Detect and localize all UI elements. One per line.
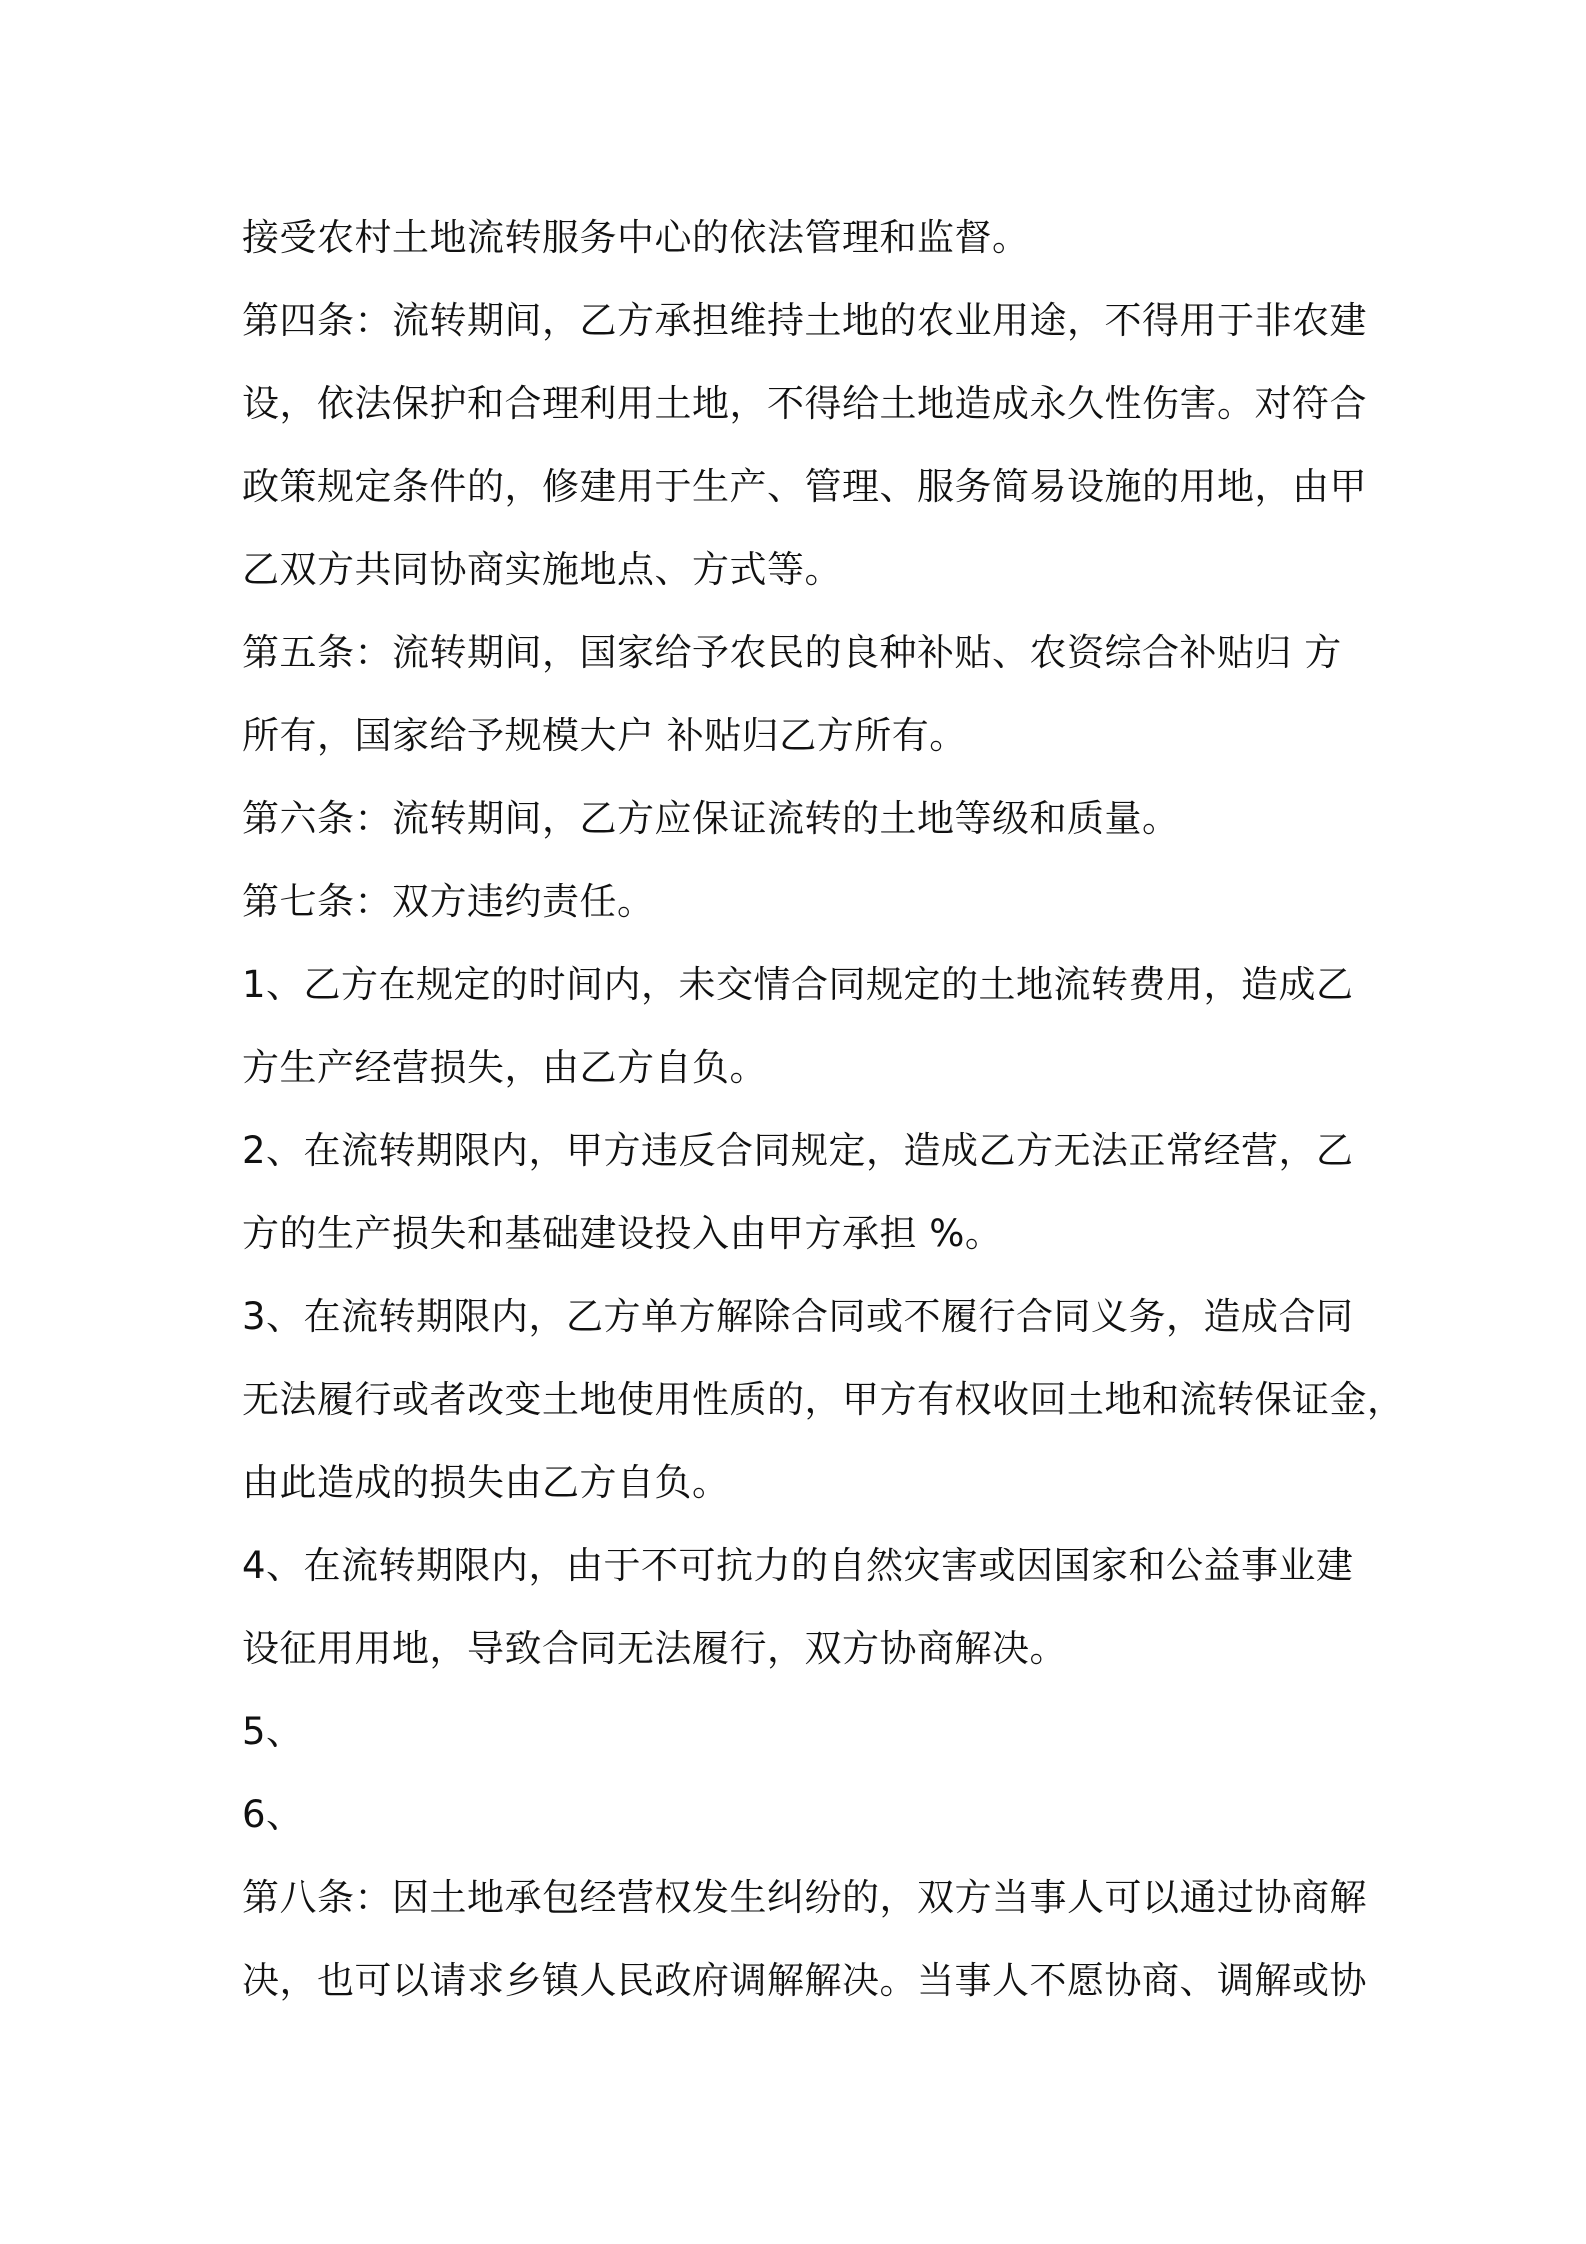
text-line: 所有，国家给予规模大户 补贴归乙方所有。	[242, 714, 967, 757]
text-line: 第六条：流转期间，乙方应保证流转的土地等级和质量。	[242, 797, 1180, 840]
text-line: 无法履行或者改变土地使用性质的，甲方有权收回土地和流转保证金，	[242, 1378, 1405, 1421]
text-line: 政策规定条件的，修建用于生产、管理、服务简易设施的用地，由甲	[242, 465, 1367, 508]
text-line: 5、	[242, 1710, 304, 1753]
text-line: 方生产经营损失，由乙方自负。	[242, 1046, 767, 1089]
text-line: 乙双方共同协商实施地点、方式等。	[242, 548, 842, 591]
text-line: 设，依法保护和合理利用土地，不得给土地造成永久性伤害。对符合	[242, 382, 1367, 425]
text-line: 6、	[242, 1793, 304, 1836]
text-line: 方的生产损失和基础建设投入由甲方承担 %。	[242, 1212, 1003, 1255]
text-line: 3、在流转期限内，乙方单方解除合同或不履行合同义务，造成合同	[242, 1295, 1354, 1338]
text-line: 由此造成的损失由乙方自负。	[242, 1461, 730, 1504]
text-line: 第五条：流转期间，国家给予农民的良种补贴、农资综合补贴归 方	[242, 631, 1342, 674]
text-line: 第八条：因土地承包经营权发生纠纷的，双方当事人可以通过协商解	[242, 1876, 1367, 1919]
text-line: 1、乙方在规定的时间内，未交情合同规定的土地流转费用，造成乙	[242, 963, 1354, 1006]
text-line: 决，也可以请求乡镇人民政府调解解决。当事人不愿协商、调解或协	[242, 1959, 1367, 2002]
text-line: 第七条：双方违约责任。	[242, 880, 655, 923]
text-line: 设征用用地，导致合同无法履行，双方协商解决。	[242, 1627, 1067, 1670]
text-line: 2、在流转期限内，甲方违反合同规定，造成乙方无法正常经营，乙	[242, 1129, 1354, 1172]
text-line: 4、在流转期限内，由于不可抗力的自然灾害或因国家和公益事业建	[242, 1544, 1354, 1587]
text-line: 第四条：流转期间，乙方承担维持土地的农业用途，不得用于非农建	[242, 299, 1367, 342]
text-line: 接受农村土地流转服务中心的依法管理和监督。	[242, 216, 1030, 259]
contract-text	[242, 196, 1405, 2022]
